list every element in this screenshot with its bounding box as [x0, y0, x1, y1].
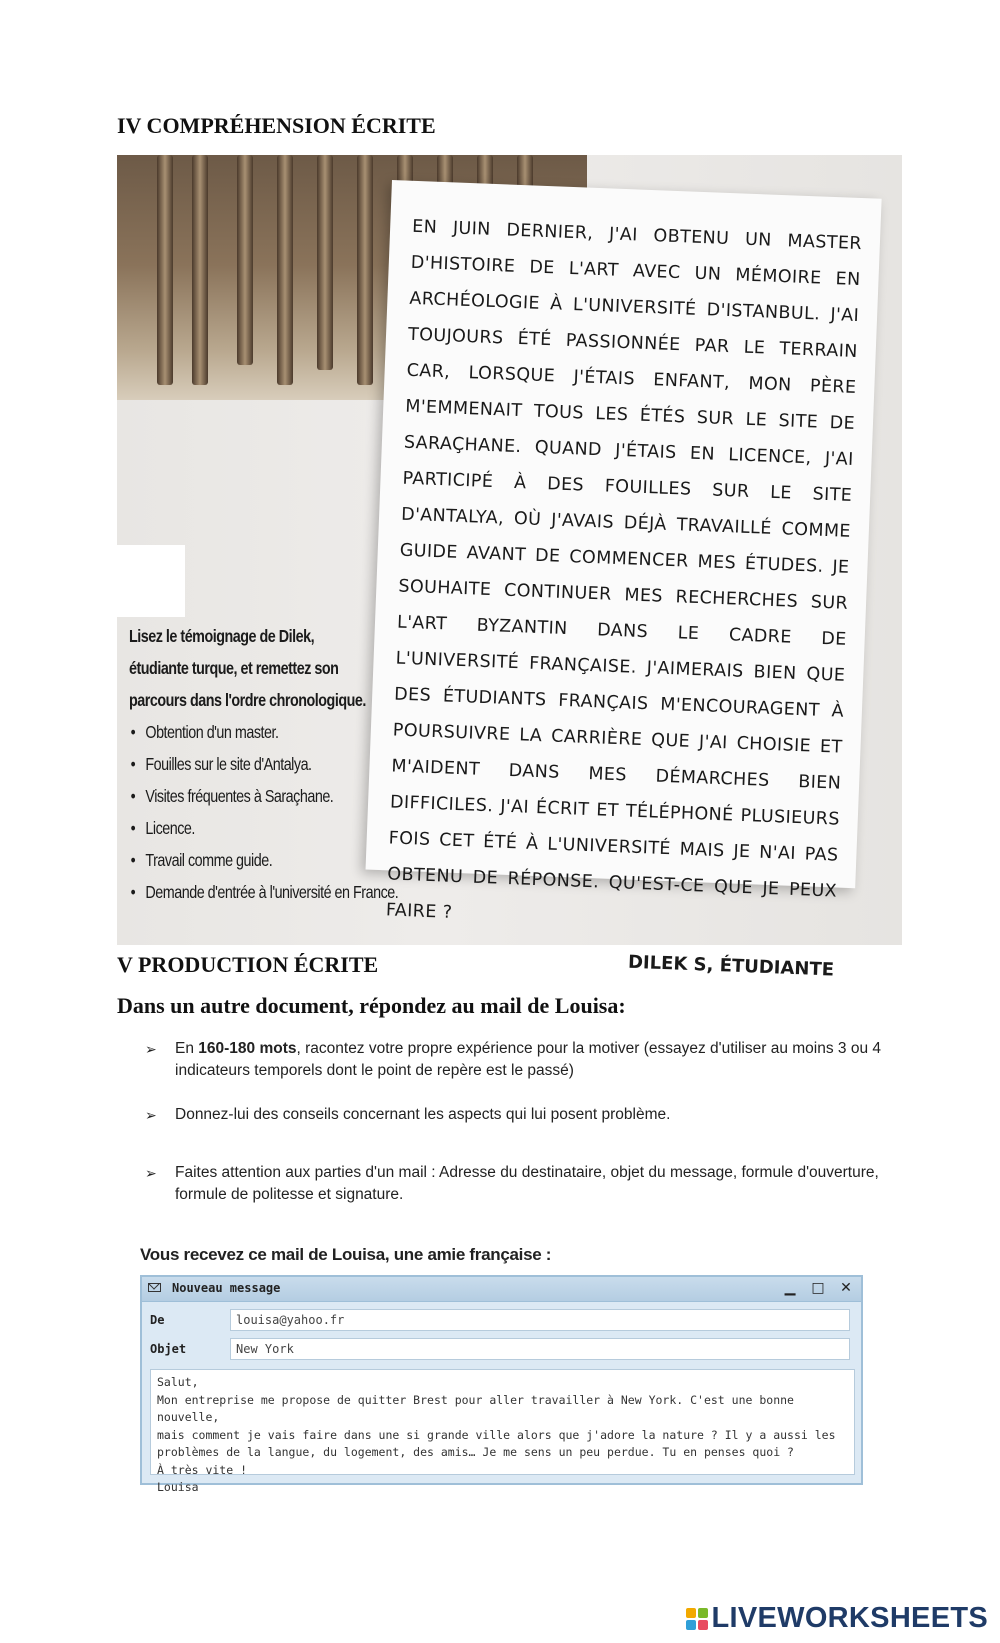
writing-bullets — [145, 1038, 885, 1206]
testimony-signature: DILEK S, ÉTUDIANTE — [627, 951, 835, 981]
writing-task: Dans un autre document, répondez au mail de Louisa: — [117, 993, 626, 1018]
chronology-list — [129, 716, 399, 908]
mail-body-line: À très vite ! — [157, 1462, 248, 1477]
minimize-button[interactable]: ▁ — [784, 1280, 796, 1296]
mail-body[interactable] — [150, 1369, 855, 1494]
subject-field[interactable]: New York — [230, 1338, 850, 1360]
arrow-icon: ➢ — [145, 1165, 157, 1181]
bullet-mail-parts: ➢ Faites attention aux parties d'un mail : Adresse du destinataire, objet du message, formule d'ouverture, formule de politesse et signature. — [145, 1164, 879, 1203]
logo-icon — [686, 1608, 708, 1630]
bullet-advice: ➢ Donnez-lui des conseils concernant les aspects qui lui posent problème. — [145, 1104, 885, 1126]
list-item: • Visites fréquentes à Saraçhane. — [129, 780, 408, 812]
instruction-text: Lisez le témoignage de Dilek, étudiante turque, et remettez son parcours dans l'ordre chronologique. — [129, 626, 366, 710]
testimony-card — [366, 180, 882, 981]
mail-titlebar — [142, 1277, 861, 1302]
mail-body-line: problèmes de la langue, du logement, des amis… Je me sens un peu perdue. Tu en penses quoi ? — [157, 1445, 794, 1459]
list-item: • Demande d'entrée à l'université en France. — [129, 876, 408, 908]
blank-box — [117, 545, 185, 617]
list-item: • Travail comme guide. — [129, 844, 408, 876]
list-item: • Fouilles sur le site d'Antalya. — [129, 748, 408, 780]
testimony-text: EN JUIN DERNIER, J'AI OBTENU UN MASTER D'HISTOIRE DE L'ART AVEC UN MÉMOIRE EN ARCHÉOLOGIE À L'UNIVERSITÉ D'ISTANBUL. J'AI TOUJOURS ÉTÉ PASSIONNÉE PAR LE TERRAIN CAR, LORSQUE J'ÉTAIS ENFANT, MON PÈRE M'EMMENAIT TOUS LES ÉTÉS SUR LE SITE DE SARAÇHANE. QUAND J'ÉTAIS EN LICENCE, J'AI PARTICIPÉ À DES FOUILLES SUR LE SITE D'ANTALYA, OÙ J'AVAIS DÉJÀ TRAVAILLÉ COMME GUIDE AVANT DE COMMENCER MES ÉTUDES. JE SOUHAITE CONTINUER MES RECHERCHES SUR L'ART BYZANTIN DANS LE CADRE DE L'UNIVERSITÉ FRANÇAISE. J'AIMERAIS BIEN QUE DES ÉTUDIANTS FRANÇAIS M'ENCOURAGENT À POURSUIVRE LA CARRIÈRE QUE J'AI CHOISIE ET M'AIDENT DANS MES DÉMARCHES BIEN DIFFICILES. J'AI ÉCRIT ET TÉLÉPHONÉ PLUSIEURS FOIS CET ÉTÉ À L'UNIVERSITÉ MAIS JE N'AI PAS OBTENU DE RÉPONSE. QU'EST-CE QUE JE PEUX FAIRE ? — [385, 216, 863, 923]
bullet-word-count: ➢ En 160-180 mots, racontez votre propre expérience pour la motiver (essayez d'utiliser au moins 3 ou 4 indicateurs temporels dont le point de repère est le passé) — [145, 1040, 881, 1079]
liveworksheets-logo — [686, 1602, 989, 1635]
section-iv-heading: IV COMPRÉHENSION ÉCRITE — [117, 113, 436, 138]
subject-label: Objet — [150, 1342, 187, 1356]
maximize-button[interactable]: □ — [811, 1280, 825, 1296]
mail-body-line: mais comment je vais faire dans une si grande ville alors que j'adore la nature ? Il y a aussi les — [157, 1427, 836, 1442]
envelope-icon — [148, 1283, 161, 1292]
mail-caption: Vous recevez ce mail de Louisa, une amie française : — [140, 1245, 552, 1264]
list-item: • Licence. — [129, 812, 408, 844]
mail-body-line: Salut, — [157, 1375, 199, 1389]
list-item: • Obtention d'un master. — [129, 716, 408, 748]
logo-text: LIVEWORKSHEETS — [711, 1602, 988, 1634]
mail-body-line: Louisa — [157, 1480, 199, 1494]
mail-window — [140, 1275, 863, 1494]
arrow-icon: ➢ — [145, 1041, 157, 1057]
from-label: De — [150, 1313, 165, 1327]
from-field[interactable]: louisa@yahoo.fr — [230, 1309, 850, 1331]
mail-body-line: Mon entreprise me propose de quitter Brest pour aller travailler à New York. C'est une bonne nouvelle, — [157, 1392, 794, 1424]
close-button[interactable]: ✕ — [840, 1280, 852, 1296]
reading-instructions — [129, 620, 399, 908]
arrow-icon: ➢ — [145, 1107, 157, 1123]
mail-window-title: Nouveau message — [172, 1281, 281, 1295]
section-v-heading: V PRODUCTION ÉCRITE — [117, 952, 379, 977]
